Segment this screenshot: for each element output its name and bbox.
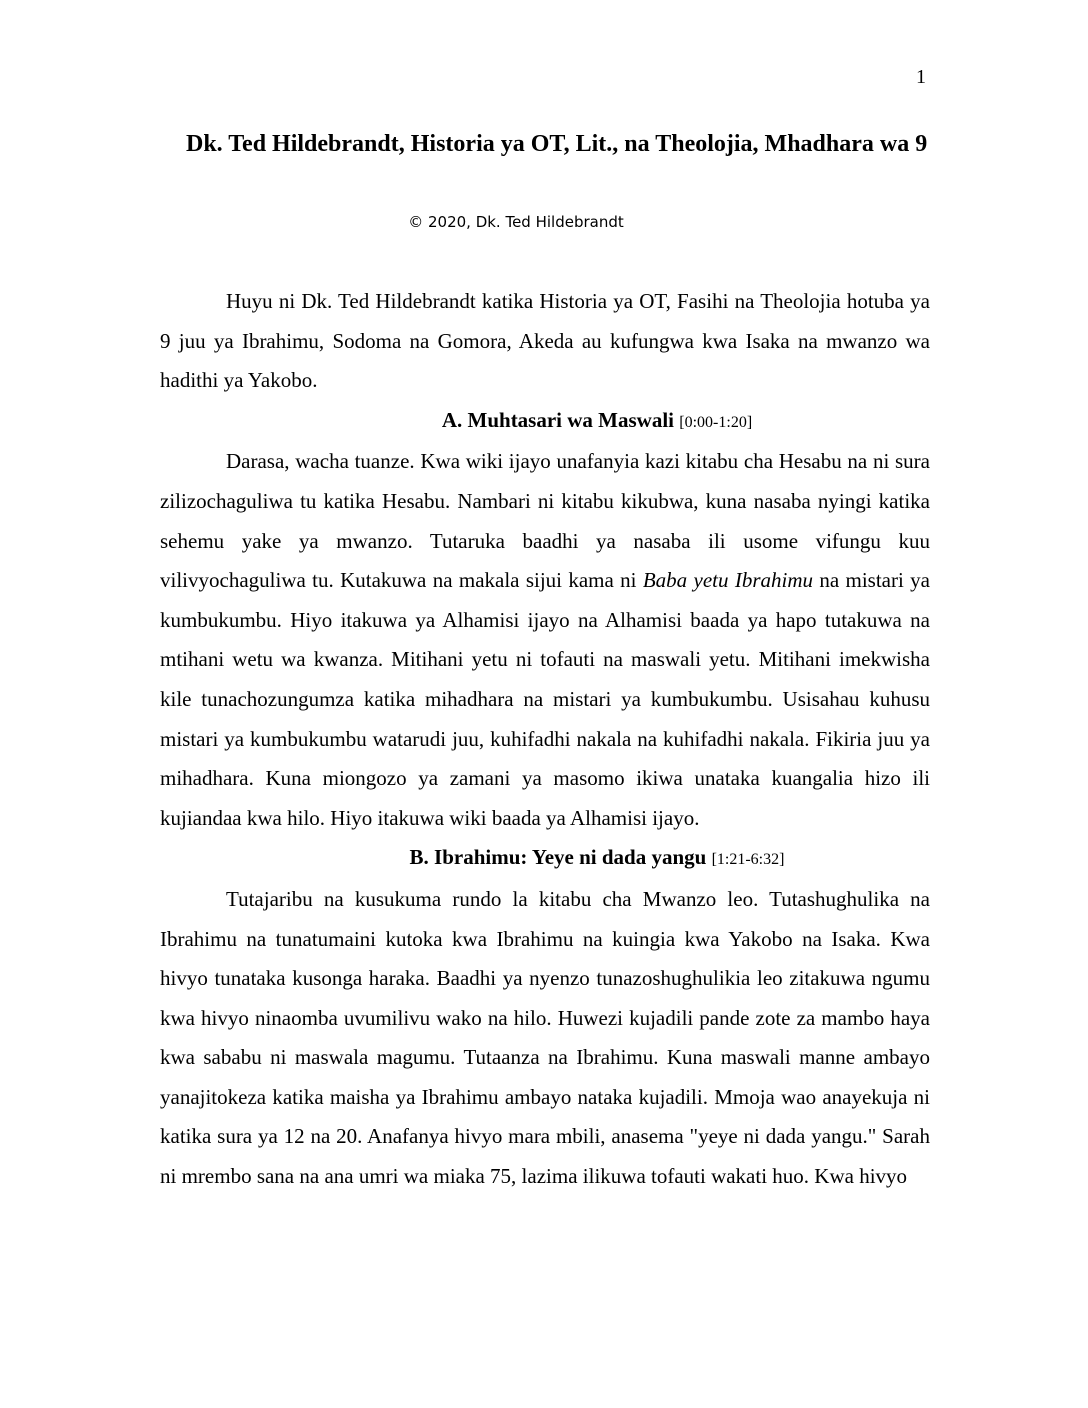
section-title-a: A. Muhtasari wa Maswali <box>441 407 675 432</box>
section-b-paragraph: Tutajaribu na kusukuma rundo la kitabu cha Mwanzo leo. Tutashughulika na Ibrahimu na tunatumaini kutoka kwa Ibrahimu na kuingia kwa Yakobo na Isaka. Kwa hivyo tunataka kusonga haraka. Baadhi ya nyenzo tunazoshughulikia leo zitakuwa ngumu kwa hivyo ninaomba uvumilivu wako na hilo. Huwezi kujadili pande zote za mambo haya kwa sababu ni maswala magumu. Tutaanza na Ibrahimu. Kuna maswali manne ambayo yanajitokeza katika maisha ya Ibrahimu ambayo nataka kujadili. Mmoja wao anayekuja ni katika sura ya 12 na 20. Anafanya hivyo mara mbili, anasema "yeye ni dada yangu." Sarah ni mrembo sana na ana umri wa miaka 75, lazima ilikuwa tofauti wakati huo. Kwa hivyo <box>160 886 930 1189</box>
section-timestamp-b: [1:21-6:32] <box>711 851 785 869</box>
section-a-paragraph <box>160 442 930 838</box>
section-a-text-1: Darasa, wacha tuanze. Kwa wiki ijayo unafanyia kazi kitabu cha Hesabu na ni sura zilizochaguliwa tu katika Hesabu. Nambari ni kitabu kikubwa, kuna nasaba nyingi katika sehemu yake ya mwanzo. Tutaruka baadhi ya nasaba ili usome vifungu kuu vilivyochaguliwa tu. Kutakuwa na makala sijui kama ni <box>160 449 930 593</box>
copyright-line: © 2020, Dk. Ted Hildebrandt <box>408 213 624 231</box>
page-number: 1 <box>916 66 926 88</box>
section-heading-b <box>160 838 930 880</box>
intro-paragraph: Huyu ni Dk. Ted Hildebrandt katika Historia ya OT, Fasihi na Theolojia hotuba ya 9 juu ya Ibrahimu, Sodoma na Gomora, Akeda au kufungwa kwa Isaka na mwanzo wa hadithi ya Yakobo. <box>160 289 930 393</box>
section-a-italic-title: Baba yetu Ibrahimu <box>642 568 813 593</box>
document-body <box>160 282 930 1197</box>
section-heading-a <box>160 401 930 443</box>
section-a-text-2: na mistari ya kumbukumbu. Hiyo itakuwa ya Alhamisi ijayo na Alhamisi baada ya hapo tutakuwa na mtihani wetu wa kwanza. Mitihani yetu ni tofauti na maswali yetu. Mitihani imekwisha kile tunachozungumza katika mihadhara na mistari ya kumbukumbu. Usisahau kuhusu mistari ya kumbukumbu watarudi juu, kuhifadhi nakala na kuhifadhi nakala. Fikiria juu ya mihadhara. Kuna miongozo ya zamani ya masomo ikiwa unataka kuangalia hizo ili kujiandaa kwa hilo. Hiyo itakuwa wiki baada ya Alhamisi ijayo. <box>160 568 930 830</box>
document-title: Dk. Ted Hildebrandt, Historia ya OT, Lit., na Theolojia, Mhadhara wa 9 <box>186 131 928 157</box>
section-timestamp-a: [0:00-1:20] <box>679 413 753 431</box>
section-title-b: B. Ibrahimu: Yeye ni dada yangu <box>409 845 707 870</box>
